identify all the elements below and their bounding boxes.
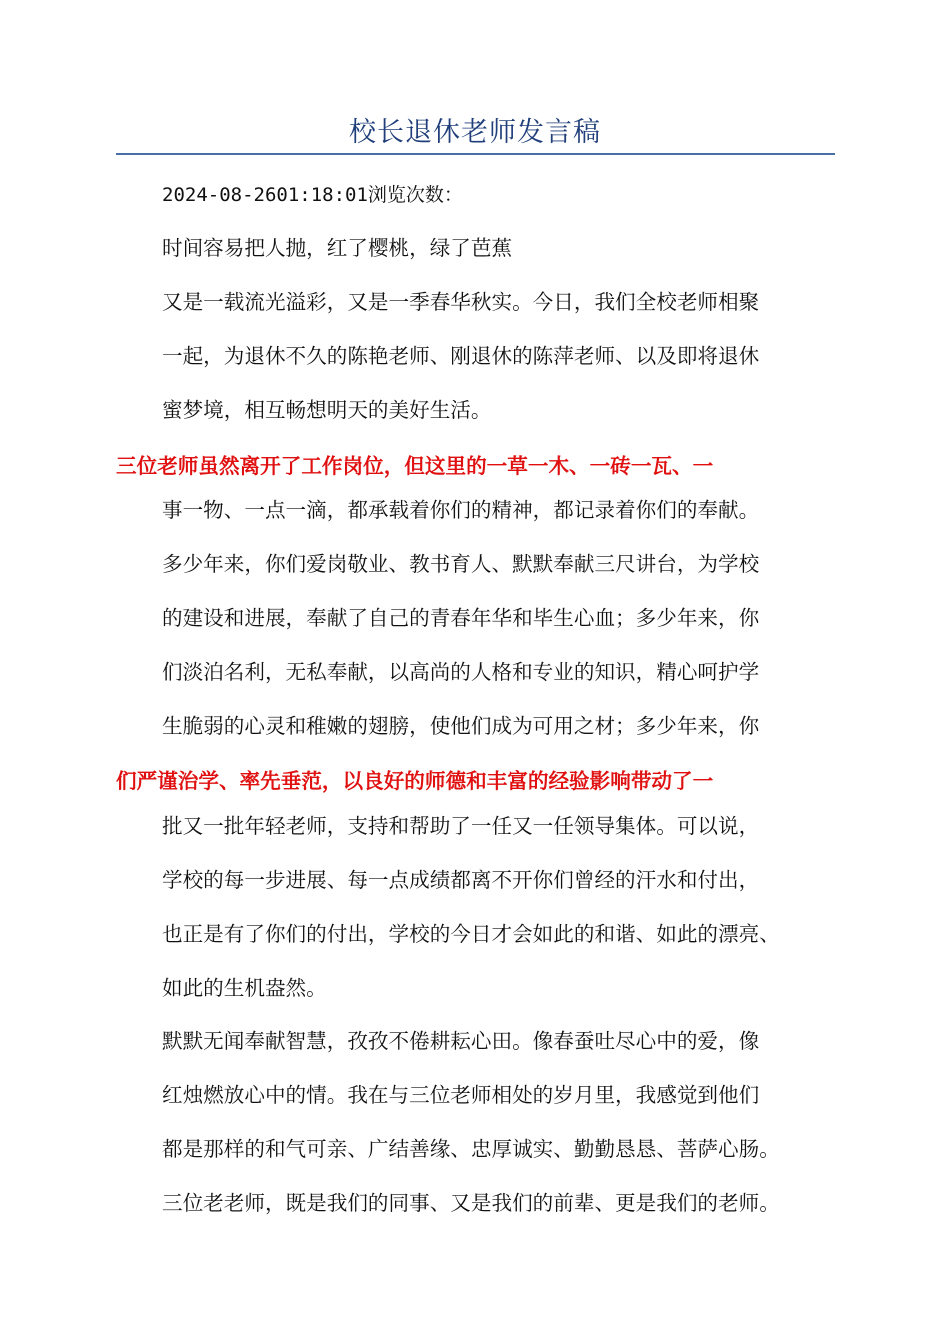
text-line-7: 多少年来，你们爱岗敬业、教书育人、默默奉献三尺讲台，为学校 [162, 552, 760, 576]
text-line-12: 批又一批年轻老师，支持和帮助了一任又一任领导集体。可以说， [162, 814, 760, 838]
text-line-19: 三位老老师，既是我们的同事、又是我们的前辈、更是我们的老师。 [162, 1191, 780, 1215]
document-title: 校长退休老师发言稿 [349, 117, 601, 148]
text-line-18: 都是那样的和气可亲、广结善缘、忠厚诚实、勤勤恳恳、菩萨心肠。 [162, 1137, 780, 1161]
text-line-14: 也正是有了你们的付出，学校的今日才会如此的和谐、如此的漂亮、 [162, 922, 780, 946]
text-line-6: 事一物、一点一滴，都承载着你们的精神，都记录着你们的奉献。 [162, 498, 760, 522]
highlight-line-2: 们严谨治学、率先垂范，以良好的师德和丰富的经验影响带动了一 [116, 769, 714, 793]
text-line-9: 们淡泊名利，无私奉献，以高尚的人格和专业的知识，精心呵护学 [162, 660, 760, 684]
text-line-17: 红烛燃放心中的情。我在与三位老师相处的岁月里，我感觉到他们 [162, 1083, 760, 1107]
text-line-4: 蜜梦境，相互畅想明天的美好生活。 [162, 398, 492, 422]
text-line-10: 生脆弱的心灵和稚嫩的翅膀，使他们成为可用之材；多少年来，你 [162, 714, 760, 738]
text-line-1: 时间容易把人抛，红了樱桃，绿了芭蕉 [162, 236, 513, 260]
text-line-16: 默默无闻奉献智慧，孜孜不倦耕耘心田。像春蚕吐尽心中的爱，像 [162, 1029, 760, 1053]
highlight-line-1: 三位老师虽然离开了工作岗位，但这里的一草一木、一砖一瓦、一 [116, 454, 714, 478]
text-line-13: 学校的每一步进展、每一点成绩都离不开你们曾经的汗水和付出， [162, 868, 760, 892]
text-line-3: 一起，为退休不久的陈艳老师、刚退休的陈萍老师、以及即将退休 [162, 344, 760, 368]
title-underline [116, 153, 835, 155]
text-line-15: 如此的生机盎然。 [162, 976, 327, 1000]
text-line-2: 又是一载流光溢彩，又是一季春华秋实。今日，我们全校老师相聚 [162, 290, 760, 314]
publish-meta: 2024-08-2601:18:01浏览次数： [162, 184, 463, 206]
text-line-8: 的建设和进展，奉献了自己的青春年华和毕生心血；多少年来，你 [162, 606, 760, 630]
